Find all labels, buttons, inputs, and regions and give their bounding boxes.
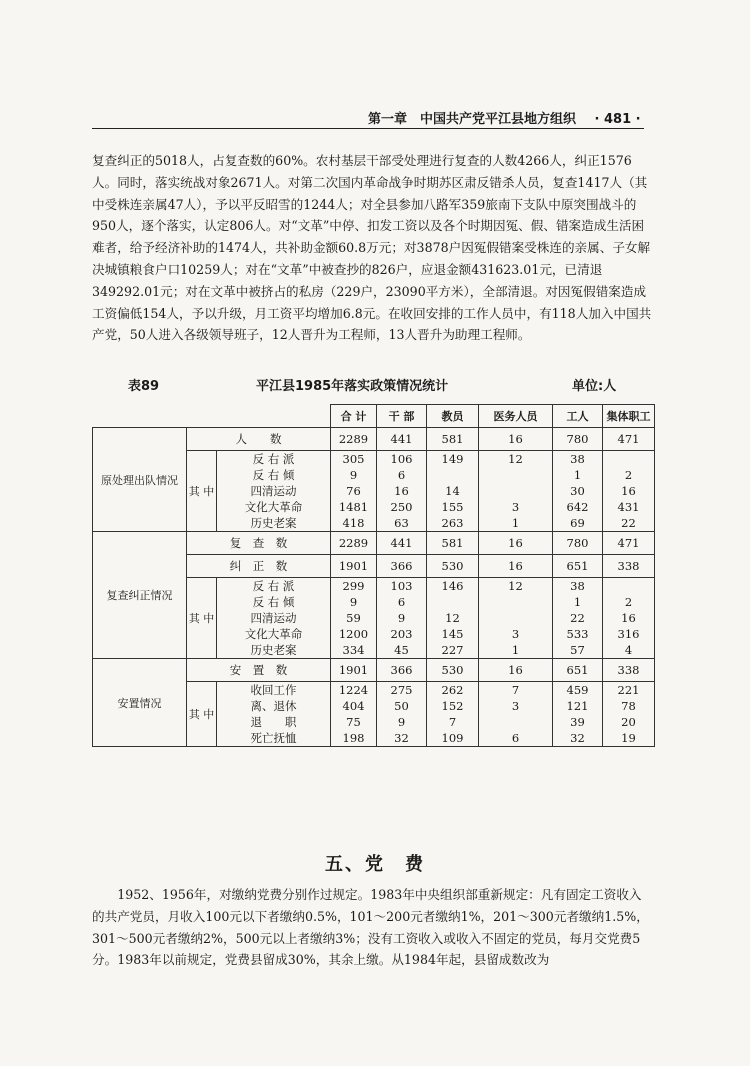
table-title: 平江县1985年落实政策情况统计: [256, 379, 449, 394]
table-cell: 404: [342, 699, 365, 713]
table-cell: 63: [394, 516, 409, 530]
table-cell: 1901: [331, 659, 377, 682]
sub-label-stack: [217, 578, 331, 659]
table-cell: 12: [508, 452, 523, 466]
table-cell: 16: [479, 428, 553, 451]
table-cell: 263: [441, 516, 464, 530]
sub-row-label: 文化大革命: [244, 500, 303, 514]
table-cell: 441: [377, 428, 427, 451]
sub-value-stack: [377, 682, 427, 747]
table-cell: 75: [346, 715, 361, 729]
table-cell: 530: [427, 555, 479, 578]
table-cell: 338: [603, 555, 655, 578]
table-cell: 642: [566, 500, 589, 514]
sub-value-stack: [553, 578, 603, 659]
sub-row-label: 死亡抚恤: [250, 731, 297, 745]
sub-value-list: [377, 451, 426, 531]
table-cell: 1: [511, 643, 520, 657]
sub-value-stack: [479, 682, 553, 747]
sub-value-list: [331, 451, 376, 531]
table-number: 表89: [128, 379, 160, 394]
sub-row-label: 历史老案: [250, 516, 297, 530]
table-cell: 57: [570, 643, 585, 657]
sub-label-stack: [217, 682, 331, 747]
table-cell: 38: [570, 452, 585, 466]
sub-label-list: [217, 578, 330, 658]
table-cell: 221: [617, 683, 640, 697]
sub-row-label: 四清运动: [250, 484, 297, 498]
table-cell: 9: [397, 611, 406, 625]
table-cell: 103: [390, 579, 413, 593]
sub-row-label: 反 右 派: [252, 579, 295, 593]
row-label: 复 查 数: [187, 532, 331, 555]
sub-value-list: [377, 578, 426, 658]
table-cell: 366: [377, 555, 427, 578]
table-cell: 651: [553, 659, 603, 682]
table-cell: 418: [342, 516, 365, 530]
column-header: 教员: [427, 405, 479, 428]
table-cell: 471: [603, 428, 655, 451]
table-cell: 78: [621, 699, 636, 713]
row-label: 人 数: [187, 428, 331, 451]
table-cell: 14: [445, 484, 460, 498]
table-cell: 431: [617, 500, 640, 514]
table-cell: [603, 578, 654, 594]
table-cell: 275: [390, 683, 413, 697]
sub-value-stack: [603, 578, 655, 659]
table-row: [93, 659, 655, 682]
table-cell: 305: [342, 452, 365, 466]
table-cell: [479, 467, 552, 483]
table-cell: 155: [441, 500, 464, 514]
table-cell: 6: [397, 595, 406, 609]
table-cell: 533: [566, 627, 589, 641]
sub-value-list: [377, 682, 426, 746]
table-cell: 6: [397, 468, 406, 482]
table-cell: 146: [441, 579, 464, 593]
table-cell: 7: [448, 715, 457, 729]
table-cell: 12: [445, 611, 460, 625]
sub-group-label: 其 中: [187, 682, 217, 747]
table-cell: 50: [394, 699, 409, 713]
table-cell: 109: [441, 731, 464, 745]
sub-value-stack: [427, 451, 479, 532]
table-cell: 106: [390, 452, 413, 466]
sub-value-list: [603, 451, 654, 531]
table-cell: 780: [553, 428, 603, 451]
table-cell: 4: [624, 643, 633, 657]
table-cell: 9: [349, 595, 358, 609]
table-row: [93, 428, 655, 451]
sub-row-label: 收回工作: [250, 683, 297, 697]
table-cell: 1: [511, 516, 520, 530]
sub-value-list: [427, 578, 478, 658]
running-header: [368, 108, 640, 127]
sub-value-stack: [603, 451, 655, 532]
table-cell: 9: [349, 468, 358, 482]
table-cell: 12: [508, 579, 523, 593]
table-cell: 338: [603, 659, 655, 682]
table-cell: [603, 451, 654, 467]
table-cell: 76: [346, 484, 361, 498]
sub-row-label: 反 右 倾: [252, 468, 295, 482]
section-title: 五、党 费: [325, 854, 425, 875]
table-cell: 1224: [338, 683, 369, 697]
table-cell: 2: [624, 468, 633, 482]
table-cell: 19: [621, 731, 636, 745]
table-cell: 45: [394, 643, 409, 657]
table-cell: 2: [624, 595, 633, 609]
sub-row-label: 反 右 派: [252, 452, 295, 466]
sub-value-list: [331, 682, 376, 746]
table-cell: 2289: [331, 428, 377, 451]
table-cell: 459: [566, 683, 589, 697]
sub-value-stack: [427, 682, 479, 747]
sub-value-list: [427, 682, 478, 746]
table-cell: 581: [427, 428, 479, 451]
policy-stats-table: [92, 404, 655, 747]
sub-value-list: [603, 578, 654, 658]
table-row: [93, 532, 655, 555]
table-cell: 366: [377, 659, 427, 682]
sub-value-stack: [331, 578, 377, 659]
table-header-row: [93, 405, 655, 428]
column-header: 合 计: [331, 405, 377, 428]
sub-row-label: 四清运动: [250, 611, 297, 625]
chapter-title: 第一章 中国共产党平江县地方组织: [368, 112, 577, 127]
table-cell: 1: [573, 595, 582, 609]
sub-value-list: [479, 578, 552, 658]
table-cell: 16: [479, 532, 553, 555]
table-cell: 152: [441, 699, 464, 713]
table-cell: 1200: [338, 627, 369, 641]
sub-row-label: 历史老案: [250, 643, 297, 657]
sub-value-list: [479, 682, 552, 746]
table-cell: 2289: [331, 532, 377, 555]
table-cell: 1: [573, 468, 582, 482]
sub-row-label: 文化大革命: [244, 627, 303, 641]
sub-group-label: 其 中: [187, 451, 217, 532]
table-cell: 9: [397, 715, 406, 729]
table-cell: 530: [427, 659, 479, 682]
table-cell: 32: [394, 731, 409, 745]
sub-value-stack: [603, 682, 655, 747]
sub-value-list: [331, 578, 376, 658]
table-cell: 6: [511, 731, 520, 745]
sub-value-stack: [553, 682, 603, 747]
table-cell: 227: [441, 643, 464, 657]
table-cell: [427, 467, 478, 483]
table-cell: 471: [603, 532, 655, 555]
sub-value-list: [553, 682, 602, 746]
table-cell: 250: [390, 500, 413, 514]
table-unit: 单位:人: [572, 379, 617, 394]
table-corner-cell: [93, 405, 331, 428]
sub-value-list: [553, 451, 602, 531]
sub-value-stack: [553, 451, 603, 532]
sub-value-stack: [331, 682, 377, 747]
table-cell: 3: [511, 500, 520, 514]
table-cell: 198: [342, 731, 365, 745]
sub-value-stack: [479, 578, 553, 659]
table-cell: [479, 594, 552, 610]
table-cell: 16: [394, 484, 409, 498]
sub-value-stack: [427, 578, 479, 659]
table-cell: 441: [377, 532, 427, 555]
table-cell: 145: [441, 627, 464, 641]
table-cell: 651: [553, 555, 603, 578]
row-label: 纠 正 数: [187, 555, 331, 578]
column-header: 集体职工: [603, 405, 655, 428]
sub-label-list: [217, 682, 330, 746]
table-cell: [479, 714, 552, 730]
column-header: 医务人员: [479, 405, 553, 428]
table-cell: 16: [479, 555, 553, 578]
table-cell: 334: [342, 643, 365, 657]
body-paragraph-2: 1952、1956年，对缴纳党费分别作过规定。1983年中央组织部重新规定：凡有固定工资收入的共产党员，月收入100元以下者缴纳0.5%，101～200元者缴纳1%，201～300元者缴纳1.5%，301～500元者缴纳2%，500元以上者缴纳3%；没有工资收入或收入不固定的党员，每月交党费5分。1983年以前规定，党费县留成30%，其余上缴。从1984年起，县留成数改为: [92, 887, 649, 968]
table-cell: 316: [617, 627, 640, 641]
table-cell: [479, 610, 552, 626]
section-label: 原处理出队情况: [93, 428, 187, 532]
table-cell: 581: [427, 532, 479, 555]
table-cell: 7: [511, 683, 520, 697]
sub-value-list: [479, 451, 552, 531]
table-cell: 3: [511, 627, 520, 641]
sub-value-list: [603, 682, 654, 746]
table-cell: 59: [346, 611, 361, 625]
table-cell: 149: [441, 452, 464, 466]
table-cell: [427, 594, 478, 610]
table-cell: 22: [621, 516, 636, 530]
table-cell: [479, 483, 552, 499]
sub-label-list: [217, 451, 330, 531]
body-paragraph-1: 复查纠正的5018人，占复查数的60%。农村基层干部受处理进行复查的人数4266人，纠正1576人。同时，落实统战对象2671人。对第二次国内革命战争时期苏区肃反错杀人员，复查1417人（其中受株连亲属47人），予以平反昭雪的1244人；对全县参加八路军359旅南下支队中原突围战斗的950人，逐个落实，认定806人。对“文革”中停、扣发工资以及各个时期因冤、假、错案造成生活困难者，给予经济补助的1474人，共补助金额60.8万元；对3878户因冤假错案受株连的亲属、子女解决城镇粮食户口10259人；对在“文革”中被查抄的826户，应退金额431623.01元，已清退349292.01元；对在文革中被挤占的私房（229户，23090平方米），全部清退。对因冤假错案造成工资偏低154人，予以升级，月工资平均增加6.8元。在收回安排的工作人员中，有118人加入中国共产党，50人进入各级领导班子，12人晋升为工程师，13人晋升为助理工程师。: [92, 153, 652, 343]
table-cell: 121: [566, 699, 589, 713]
sub-value-stack: [377, 578, 427, 659]
sub-value-stack: [377, 451, 427, 532]
sub-value-stack: [331, 451, 377, 532]
table-cell: 16: [479, 659, 553, 682]
sub-row-label: 反 右 倾: [252, 595, 295, 609]
table-cell: 299: [342, 579, 365, 593]
row-label: 安 置 数: [187, 659, 331, 682]
table-cell: 69: [570, 516, 585, 530]
header-rule: [92, 128, 644, 129]
section-label: 安置情况: [93, 659, 187, 747]
table-cell: 3: [511, 699, 520, 713]
table-cell: 38: [570, 579, 585, 593]
column-header: 干 部: [377, 405, 427, 428]
table-cell: 16: [621, 611, 636, 625]
table-cell: 32: [570, 731, 585, 745]
sub-label-stack: [217, 451, 331, 532]
sub-value-list: [427, 451, 478, 531]
sub-row-label: 离、退休: [250, 699, 297, 713]
table-cell: 30: [570, 484, 585, 498]
section-label: 复查纠正情况: [93, 532, 187, 659]
table-cell: 203: [390, 627, 413, 641]
page-number: · 481 ·: [594, 112, 641, 127]
sub-value-list: [553, 578, 602, 658]
table-cell: 262: [441, 683, 464, 697]
sub-group-label: 其 中: [187, 578, 217, 659]
table-cell: 20: [621, 715, 636, 729]
table-cell: 39: [570, 715, 585, 729]
table-cell: 1901: [331, 555, 377, 578]
table-cell: 16: [621, 484, 636, 498]
table-cell: 22: [570, 611, 585, 625]
column-header: 工人: [553, 405, 603, 428]
sub-value-stack: [479, 451, 553, 532]
sub-row-label: 退 职: [250, 715, 297, 729]
table-caption: [128, 375, 648, 395]
table-cell: 1481: [338, 500, 369, 514]
table-cell: 780: [553, 532, 603, 555]
